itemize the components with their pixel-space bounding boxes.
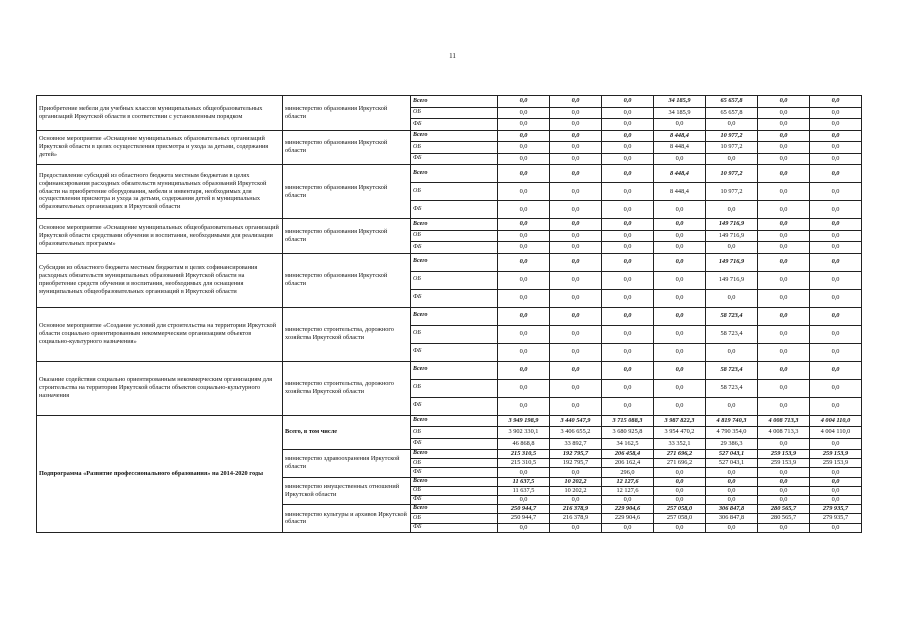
funding-source-cell: Всего (411, 307, 498, 325)
amount-cell: 0,0 (654, 477, 706, 486)
amount-cell: 259 153,9 (758, 450, 810, 459)
funding-source-cell: Всего (411, 96, 498, 108)
amount-cell: 0,0 (498, 325, 550, 343)
amount-cell: 0,0 (810, 96, 862, 108)
amount-cell: 0,0 (810, 130, 862, 142)
amount-cell: 0,0 (550, 107, 602, 119)
funding-source-cell: Всего (411, 219, 498, 231)
amount-cell: 0,0 (758, 379, 810, 397)
amount-cell: 10 977,2 (706, 142, 758, 154)
amount-cell: 0,0 (550, 271, 602, 289)
amount-cell: 0,0 (654, 153, 706, 165)
amount-cell: 216 378,9 (550, 505, 602, 514)
funding-source-cell: ОБ (411, 486, 498, 495)
amount-cell: 0,0 (498, 96, 550, 108)
amount-cell: 0,0 (810, 307, 862, 325)
amount-cell: 10 977,2 (706, 165, 758, 183)
funding-source-cell: ОБ (411, 230, 498, 242)
amount-cell: 0,0 (758, 96, 810, 108)
table-row (37, 307, 862, 325)
amount-cell: 0,0 (758, 153, 810, 165)
amount-cell: 149 716,9 (706, 253, 758, 271)
amount-cell: 0,0 (654, 242, 706, 254)
amount-cell: 0,0 (654, 119, 706, 131)
amount-cell: 0,0 (602, 219, 654, 231)
amount-cell: 8 448,4 (654, 165, 706, 183)
amount-cell: 10 202,2 (550, 486, 602, 495)
executor-cell: Всего, в том числе (283, 415, 411, 450)
amount-cell: 0,0 (706, 397, 758, 415)
amount-cell: 0,0 (498, 230, 550, 242)
amount-cell: 0,0 (758, 119, 810, 131)
amount-cell: 34 162,5 (602, 438, 654, 450)
amount-cell: 58 723,4 (706, 325, 758, 343)
amount-cell: 0,0 (550, 307, 602, 325)
funding-source-cell: ОБ (411, 514, 498, 523)
amount-cell: 0,0 (810, 343, 862, 361)
amount-cell: 0,0 (810, 438, 862, 450)
amount-cell: 0,0 (550, 242, 602, 254)
activity-name-cell: Приобретение мебели для учебных классов муниципальных общеобразовательных организаций Иркутской области в соответствии с установленным порядком (37, 96, 283, 131)
amount-cell: 0,0 (654, 325, 706, 343)
amount-cell: 0,0 (498, 307, 550, 325)
activity-name-cell: Основное мероприятие «Создание условий для строительства на территории Иркутской области социально ориентированным некоммерческим организациям объектов социально-культурного назначения» (37, 307, 283, 361)
amount-cell: 0,0 (810, 119, 862, 131)
amount-cell: 3 406 655,2 (550, 427, 602, 439)
amount-cell: 0,0 (654, 495, 706, 504)
amount-cell: 257 058,0 (654, 514, 706, 523)
amount-cell: 0,0 (758, 495, 810, 504)
amount-cell: 0,0 (706, 495, 758, 504)
amount-cell: 58 723,4 (706, 307, 758, 325)
amount-cell: 0,0 (602, 230, 654, 242)
amount-cell: 192 795,7 (550, 459, 602, 468)
amount-cell: 0,0 (706, 289, 758, 307)
amount-cell: 0,0 (550, 468, 602, 477)
amount-cell: 306 847,8 (706, 505, 758, 514)
amount-cell: 149 716,9 (706, 271, 758, 289)
amount-cell: 0,0 (602, 495, 654, 504)
executor-cell: министерство образования Иркутской области (283, 253, 411, 307)
amount-cell: 0,0 (550, 165, 602, 183)
amount-cell: 280 565,7 (758, 505, 810, 514)
funding-source-cell: Всего (411, 361, 498, 379)
funding-source-cell: ФБ (411, 523, 498, 532)
amount-cell: 0,0 (498, 379, 550, 397)
amount-cell: 34 185,9 (654, 107, 706, 119)
table-row (37, 96, 862, 108)
amount-cell: 0,0 (654, 343, 706, 361)
amount-cell: 0,0 (654, 253, 706, 271)
amount-cell: 0,0 (654, 201, 706, 219)
amount-cell: 0,0 (758, 271, 810, 289)
amount-cell: 0,0 (550, 495, 602, 504)
amount-cell: 0,0 (498, 130, 550, 142)
amount-cell: 0,0 (810, 271, 862, 289)
amount-cell: 0,0 (498, 165, 550, 183)
funding-source-cell: ФБ (411, 153, 498, 165)
amount-cell: 0,0 (758, 361, 810, 379)
amount-cell: 0,0 (498, 201, 550, 219)
funding-source-cell: Всего (411, 253, 498, 271)
table-row (37, 130, 862, 142)
table-row (37, 253, 862, 271)
amount-cell: 0,0 (498, 119, 550, 131)
amount-cell: 271 696,2 (654, 450, 706, 459)
amount-cell: 11 637,5 (498, 477, 550, 486)
amount-cell: 0,0 (498, 253, 550, 271)
amount-cell: 0,0 (810, 219, 862, 231)
amount-cell: 0,0 (602, 325, 654, 343)
amount-cell: 0,0 (602, 242, 654, 254)
amount-cell: 279 935,7 (810, 505, 862, 514)
amount-cell: 271 696,2 (654, 459, 706, 468)
funding-source-cell: ОБ (411, 427, 498, 439)
amount-cell: 0,0 (758, 289, 810, 307)
amount-cell: 216 378,9 (550, 514, 602, 523)
amount-cell: 12 127,6 (602, 477, 654, 486)
amount-cell: 0,0 (602, 201, 654, 219)
funding-source-cell: ОБ (411, 107, 498, 119)
executor-cell: министерство строительства, дорожного хозяйства Иркутской области (283, 307, 411, 361)
funding-source-cell: ФБ (411, 201, 498, 219)
funding-source-cell: Всего (411, 165, 498, 183)
amount-cell: 0,0 (758, 523, 810, 532)
funding-source-cell: ФБ (411, 495, 498, 504)
amount-cell: 0,0 (654, 468, 706, 477)
amount-cell: 58 723,4 (706, 379, 758, 397)
funding-source-cell: ОБ (411, 271, 498, 289)
amount-cell: 10 977,2 (706, 183, 758, 201)
funding-source-cell: ОБ (411, 379, 498, 397)
amount-cell: 0,0 (810, 397, 862, 415)
amount-cell: 0,0 (810, 153, 862, 165)
amount-cell: 0,0 (654, 379, 706, 397)
amount-cell: 0,0 (654, 523, 706, 532)
amount-cell: 4 004 110,0 (810, 427, 862, 439)
activity-name-cell: Субсидия из областного бюджета местным бюджетам в целях софинансирования расходных обязательств муниципальных образований Иркутской области на приобретение средств обучения и воспитания, необходимых для оснащения муниципальных общеобразовательных организаций в Иркутской области (37, 253, 283, 307)
amount-cell: 0,0 (550, 253, 602, 271)
funding-source-cell: Всего (411, 505, 498, 514)
amount-cell: 0,0 (758, 183, 810, 201)
amount-cell: 0,0 (602, 142, 654, 154)
amount-cell: 0,0 (498, 183, 550, 201)
amount-cell: 0,0 (810, 230, 862, 242)
amount-cell: 0,0 (498, 523, 550, 532)
amount-cell: 206 162,4 (602, 459, 654, 468)
amount-cell: 0,0 (758, 477, 810, 486)
table-row (37, 361, 862, 379)
amount-cell: 3 987 822,3 (654, 415, 706, 427)
amount-cell: 4 008 713,3 (758, 415, 810, 427)
executor-cell: министерство культуры и архивов Иркутской области (283, 505, 411, 533)
amount-cell: 0,0 (758, 142, 810, 154)
table-row (37, 219, 862, 231)
amount-cell: 11 637,5 (498, 486, 550, 495)
amount-cell: 0,0 (810, 142, 862, 154)
amount-cell: 0,0 (654, 219, 706, 231)
amount-cell: 0,0 (758, 438, 810, 450)
amount-cell: 0,0 (654, 486, 706, 495)
amount-cell: 58 723,4 (706, 361, 758, 379)
amount-cell: 0,0 (498, 361, 550, 379)
amount-cell: 8 448,4 (654, 130, 706, 142)
executor-cell: министерство образования Иркутской области (283, 219, 411, 254)
funding-source-cell: ОБ (411, 325, 498, 343)
amount-cell: 0,0 (758, 130, 810, 142)
amount-cell: 8 448,4 (654, 142, 706, 154)
amount-cell: 3 680 925,8 (602, 427, 654, 439)
amount-cell: 0,0 (758, 107, 810, 119)
amount-cell: 10 202,2 (550, 477, 602, 486)
amount-cell: 4 008 713,3 (758, 427, 810, 439)
amount-cell: 0,0 (706, 119, 758, 131)
amount-cell: 0,0 (550, 379, 602, 397)
funding-source-cell: Всего (411, 130, 498, 142)
amount-cell: 10 977,2 (706, 130, 758, 142)
amount-cell: 0,0 (550, 119, 602, 131)
amount-cell: 206 458,4 (602, 450, 654, 459)
amount-cell: 0,0 (758, 242, 810, 254)
table-row (37, 415, 862, 427)
amount-cell: 0,0 (706, 242, 758, 254)
amount-cell: 0,0 (550, 325, 602, 343)
amount-cell: 279 935,7 (810, 514, 862, 523)
amount-cell: 259 153,9 (810, 459, 862, 468)
funding-source-cell: Всего (411, 477, 498, 486)
executor-cell: министерство образования Иркутской области (283, 96, 411, 131)
amount-cell: 0,0 (550, 96, 602, 108)
executor-cell: министерство образования Иркутской области (283, 165, 411, 219)
amount-cell: 296,0 (602, 468, 654, 477)
amount-cell: 0,0 (550, 142, 602, 154)
amount-cell: 3 715 088,3 (602, 415, 654, 427)
amount-cell: 0,0 (498, 397, 550, 415)
activity-name-cell: Основное мероприятие «Оснащение муниципальных образовательных организаций Иркутской области в целях осуществления присмотра и ухода за детьми, содержания детей» (37, 130, 283, 165)
amount-cell: 527 043,1 (706, 450, 758, 459)
amount-cell: 259 153,9 (810, 450, 862, 459)
table-body (37, 96, 862, 533)
amount-cell: 0,0 (550, 361, 602, 379)
amount-cell: 0,0 (810, 325, 862, 343)
amount-cell: 0,0 (706, 486, 758, 495)
funding-source-cell: Всего (411, 415, 498, 427)
table-row (37, 165, 862, 183)
executor-cell: министерство здравоохранения Иркутской области (283, 450, 411, 478)
amount-cell: 0,0 (550, 397, 602, 415)
amount-cell: 229 904,6 (602, 514, 654, 523)
amount-cell: 0,0 (550, 219, 602, 231)
amount-cell: 0,0 (602, 119, 654, 131)
amount-cell: 280 565,7 (758, 514, 810, 523)
amount-cell: 0,0 (550, 230, 602, 242)
amount-cell: 4 790 354,0 (706, 427, 758, 439)
amount-cell: 0,0 (550, 289, 602, 307)
executor-cell: министерство имущественных отношений Иркутской области (283, 477, 411, 505)
page-number: 11 (449, 52, 456, 60)
amount-cell: 0,0 (654, 289, 706, 307)
amount-cell: 229 904,6 (602, 505, 654, 514)
amount-cell: 0,0 (602, 523, 654, 532)
amount-cell: 306 847,8 (706, 514, 758, 523)
amount-cell: 0,0 (498, 271, 550, 289)
amount-cell: 12 127,6 (602, 486, 654, 495)
funding-source-cell: ОБ (411, 142, 498, 154)
amount-cell: 0,0 (498, 343, 550, 361)
amount-cell: 0,0 (602, 107, 654, 119)
amount-cell: 65 657,8 (706, 96, 758, 108)
amount-cell: 0,0 (654, 230, 706, 242)
amount-cell: 4 819 740,3 (706, 415, 758, 427)
amount-cell: 0,0 (810, 477, 862, 486)
amount-cell: 0,0 (550, 523, 602, 532)
amount-cell: 0,0 (810, 486, 862, 495)
amount-cell: 0,0 (706, 523, 758, 532)
activity-name-cell: Оказание содействия социально ориентированным некоммерческим организациям для строительства на территории Иркутской области объектов социально-культурного назначения (37, 361, 283, 415)
amount-cell: 0,0 (810, 242, 862, 254)
amount-cell: 0,0 (758, 219, 810, 231)
amount-cell: 4 004 110,0 (810, 415, 862, 427)
funding-source-cell: ОБ (411, 183, 498, 201)
amount-cell: 0,0 (758, 325, 810, 343)
amount-cell: 0,0 (758, 397, 810, 415)
amount-cell: 0,0 (498, 142, 550, 154)
funding-source-cell: ФБ (411, 468, 498, 477)
amount-cell: 0,0 (758, 253, 810, 271)
amount-cell: 3 902 330,1 (498, 427, 550, 439)
amount-cell: 0,0 (706, 153, 758, 165)
amount-cell: 0,0 (810, 107, 862, 119)
amount-cell: 0,0 (654, 271, 706, 289)
amount-cell: 0,0 (498, 153, 550, 165)
amount-cell: 0,0 (758, 201, 810, 219)
amount-cell: 0,0 (602, 397, 654, 415)
amount-cell: 0,0 (602, 361, 654, 379)
amount-cell: 33 352,1 (654, 438, 706, 450)
funding-source-cell: ФБ (411, 242, 498, 254)
activity-name-cell: Предоставление субсидий из областного бюджета местным бюджетам в целях софинансирования расходных обязательств муниципальных образований Иркутской области на приобретение оборудования, мебели и инвентаря, необходимых для осуществления присмотра и ухода за детьми, содержания детей в муниципальных образовательных организациях в Иркутской области (37, 165, 283, 219)
amount-cell: 0,0 (602, 130, 654, 142)
amount-cell: 0,0 (654, 397, 706, 415)
amount-cell: 0,0 (810, 379, 862, 397)
funding-source-cell: ФБ (411, 289, 498, 307)
amount-cell: 0,0 (498, 242, 550, 254)
amount-cell: 3 949 198,9 (498, 415, 550, 427)
amount-cell: 250 944,7 (498, 514, 550, 523)
amount-cell: 34 185,9 (654, 96, 706, 108)
amount-cell: 0,0 (758, 307, 810, 325)
amount-cell: 527 043,1 (706, 459, 758, 468)
amount-cell: 0,0 (706, 201, 758, 219)
amount-cell: 0,0 (498, 219, 550, 231)
amount-cell: 0,0 (602, 271, 654, 289)
amount-cell: 0,0 (602, 153, 654, 165)
amount-cell: 0,0 (758, 343, 810, 361)
amount-cell: 3 440 547,9 (550, 415, 602, 427)
amount-cell: 0,0 (810, 165, 862, 183)
amount-cell: 0,0 (758, 486, 810, 495)
amount-cell: 0,0 (602, 289, 654, 307)
funding-source-cell: ФБ (411, 438, 498, 450)
amount-cell: 250 944,7 (498, 505, 550, 514)
amount-cell: 257 058,0 (654, 505, 706, 514)
amount-cell: 0,0 (810, 201, 862, 219)
amount-cell: 0,0 (602, 165, 654, 183)
amount-cell: 65 657,8 (706, 107, 758, 119)
amount-cell: 29 386,3 (706, 438, 758, 450)
amount-cell: 33 892,7 (550, 438, 602, 450)
amount-cell: 259 153,9 (758, 459, 810, 468)
amount-cell: 0,0 (758, 230, 810, 242)
amount-cell: 215 310,5 (498, 450, 550, 459)
amount-cell: 0,0 (498, 289, 550, 307)
amount-cell: 0,0 (654, 361, 706, 379)
amount-cell: 0,0 (654, 307, 706, 325)
amount-cell: 0,0 (498, 107, 550, 119)
amount-cell: 149 716,9 (706, 230, 758, 242)
executor-cell: министерство строительства, дорожного хозяйства Иркутской области (283, 361, 411, 415)
amount-cell: 0,0 (706, 468, 758, 477)
amount-cell: 0,0 (810, 468, 862, 477)
amount-cell: 0,0 (810, 289, 862, 307)
amount-cell: 0,0 (810, 183, 862, 201)
amount-cell: 0,0 (810, 523, 862, 532)
amount-cell: 0,0 (498, 495, 550, 504)
amount-cell: 0,0 (758, 165, 810, 183)
amount-cell: 0,0 (602, 307, 654, 325)
amount-cell: 3 954 470,2 (654, 427, 706, 439)
amount-cell: 215 310,5 (498, 459, 550, 468)
amount-cell: 0,0 (602, 96, 654, 108)
amount-cell: 46 868,8 (498, 438, 550, 450)
amount-cell: 0,0 (706, 343, 758, 361)
amount-cell: 0,0 (602, 343, 654, 361)
funding-source-cell: ОБ (411, 459, 498, 468)
activity-name-cell: Подпрограмма «Развитие профессионального образования» на 2014-2020 годы (37, 415, 283, 532)
amount-cell: 0,0 (602, 379, 654, 397)
activity-name-cell: Основное мероприятие «Оснащение муниципальных общеобразовательных организаций Иркутской области средствами обучения и воспитания, необходимыми для реализации образовательных программ» (37, 219, 283, 254)
amount-cell: 0,0 (550, 153, 602, 165)
amount-cell: 0,0 (550, 183, 602, 201)
amount-cell: 0,0 (810, 495, 862, 504)
funding-source-cell: Всего (411, 450, 498, 459)
amount-cell: 0,0 (550, 343, 602, 361)
amount-cell: 192 795,7 (550, 450, 602, 459)
amount-cell: 8 448,4 (654, 183, 706, 201)
budget-table (36, 95, 862, 533)
amount-cell: 0,0 (706, 477, 758, 486)
funding-source-cell: ФБ (411, 119, 498, 131)
amount-cell: 149 716,9 (706, 219, 758, 231)
executor-cell: министерство образования Иркутской области (283, 130, 411, 165)
amount-cell: 0,0 (602, 183, 654, 201)
amount-cell: 0,0 (810, 361, 862, 379)
amount-cell: 0,0 (550, 130, 602, 142)
amount-cell: 0,0 (498, 468, 550, 477)
funding-source-cell: ФБ (411, 343, 498, 361)
amount-cell: 0,0 (602, 253, 654, 271)
amount-cell: 0,0 (758, 468, 810, 477)
amount-cell: 0,0 (810, 253, 862, 271)
amount-cell: 0,0 (550, 201, 602, 219)
funding-source-cell: ФБ (411, 397, 498, 415)
